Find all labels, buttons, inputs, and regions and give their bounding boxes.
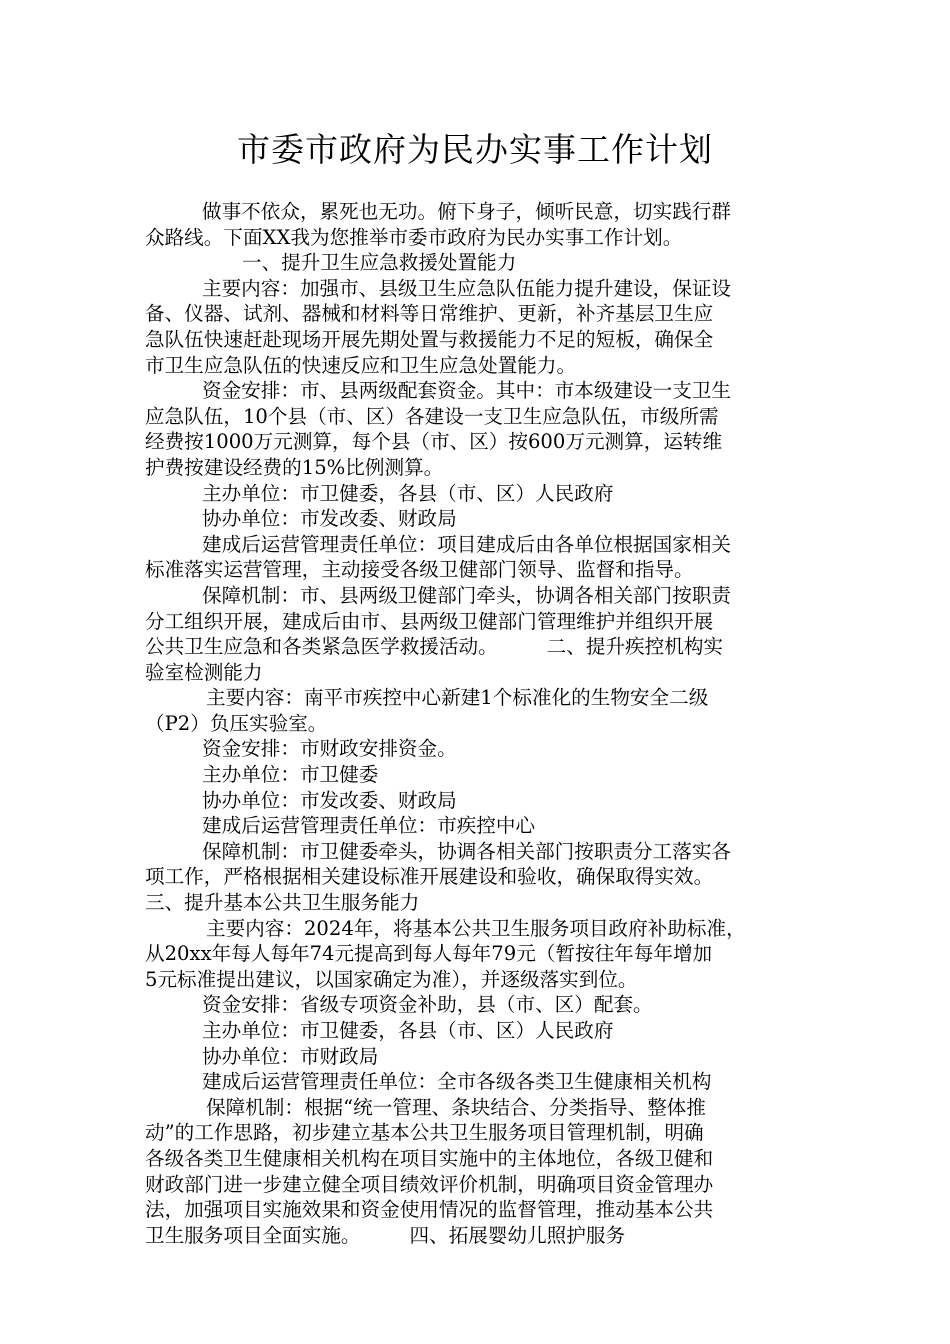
text-line: 协办单位：市发改委、财政局	[202, 788, 457, 812]
text-line: 协办单位：市财政局	[202, 1044, 379, 1068]
text-line: 从20xx年每人每年74元提高到每人每年79元（暂按往年每年增加	[145, 942, 713, 966]
text-line: 保障机制：市、县两级卫健部门牵头，协调各相关部门按职责	[202, 583, 732, 607]
text-line: 主办单位：市卫健委，各县（市、区）人民政府	[202, 481, 614, 505]
text-line: 应急队伍，10个县（市、区）各建设一支卫生应急队伍，市级所需	[145, 404, 719, 428]
text-line: （P2）负压实验室。	[145, 711, 328, 735]
text-line: 资金安排：市、县两级配套资金。其中：市本级建设一支卫生	[202, 379, 732, 403]
text-line: 做事不依众，累死也无功。俯下身子，倾听民意，切实践行群	[202, 200, 732, 223]
text-line: 资金安排：省级专项资金补助，县（市、区）配套。	[202, 993, 653, 1017]
text-line: 主要内容：2024年，将基本公共卫生服务项目政府补助标准，	[206, 916, 746, 940]
text-line: 分工组织开展，建成后由市、县两级卫健部门管理维护并组织开展	[145, 609, 714, 633]
text-line: 协办单位：市发改委、财政局	[202, 507, 457, 531]
text-line: 建成后运营管理责任单位：市疾控中心	[202, 814, 536, 838]
text-line: 各级各类卫生健康相关机构在项目实施中的主体地位，各级卫健和	[145, 1146, 714, 1170]
text-line: 建成后运营管理责任单位：全市各级各类卫生健康相关机构	[202, 1070, 712, 1094]
document-title: 市委市政府为民办实事工作计划	[237, 130, 713, 169]
text-line: 急队伍快速赶赴现场开展先期处置与救援能力不足的短板，确保全	[145, 327, 714, 351]
text-line: 5元标准提出建议，以国家确定为准），并逐级落实到位。	[145, 967, 638, 991]
text-line: 主办单位：市卫健委	[202, 763, 379, 787]
text-line: 保障机制：根据“统一管理、条块结合、分类指导、整体推	[206, 1095, 706, 1119]
text-line: 三、提升基本公共卫生服务能力	[145, 891, 420, 915]
text-line: 护费按建设经费的15%比例测算。	[145, 455, 444, 479]
text-line: 主办单位：市卫健委，各县（市、区）人民政府	[202, 1019, 614, 1042]
text-line: 卫生服务项目全面实施。 四、拓展婴幼儿照护服务	[145, 1223, 626, 1247]
text-line: 保障机制：市卫健委牵头，协调各相关部门按职责分工落实各	[202, 839, 732, 863]
text-line: 法，加强项目实施效果和资金使用情况的监督管理，推动基本公共	[145, 1198, 714, 1222]
text-line: 公共卫生应急和各类紧急医学救援活动。 二、提升疾控机构实	[145, 635, 724, 659]
text-line: 建成后运营管理责任单位：项目建成后由各单位根据国家相关	[202, 532, 732, 556]
text-line: 财政部门进一步建立健全项目绩效评价机制，明确项目资金管理办	[145, 1172, 714, 1196]
text-line: 一、提升卫生应急救援处置能力	[242, 251, 517, 275]
text-line: 标准落实运营管理，主动接受各级卫健部门领导、监督和指导。	[145, 558, 694, 582]
text-line: 主要内容：加强市、县级卫生应急队伍能力提升建设，保证设	[202, 276, 732, 300]
text-line: 经费按1000万元测算，每个县（市、区）按600万元测算，运转维	[145, 430, 723, 454]
text-line: 备、仪器、试剂、器械和材料等日常维护、更新，补齐基层卫生应	[145, 302, 714, 326]
text-line: 资金安排：市财政安排资金。	[202, 737, 457, 761]
text-line: 众路线。下面XX我为您推举市委市政府为民办实事工作计划。	[145, 225, 683, 249]
text-line: 验室检测能力	[145, 660, 263, 684]
document-body	[145, 199, 825, 1248]
text-line: 项工作，严格根据相关建设标准开展建设和验收，确保取得实效。	[145, 865, 714, 889]
text-line: 主要内容：南平市疾控中心新建1个标准化的生物安全二级	[206, 686, 709, 710]
text-line: 动”的工作思路，初步建立基本公共卫生服务项目管理机制，明确	[145, 1121, 704, 1145]
text-line: 市卫生应急队伍的快速反应和卫生应急处置能力。	[145, 353, 577, 377]
